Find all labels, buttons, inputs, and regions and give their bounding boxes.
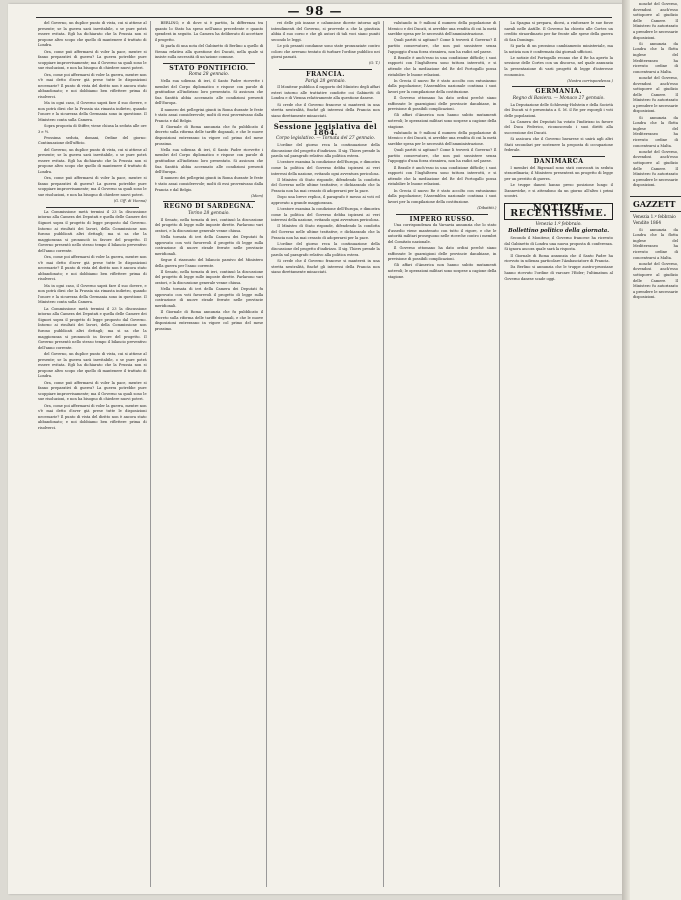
paragraph: Nella sua udienza di ieri, il Santo Padre ricevette i membri del Corpo diplomatico e rispose con parole di gratitudine all'indirizzo loro presentato. Si assicura che Sua Santità abbia accennato alle condizioni presenti dell'Europa.: [154, 147, 264, 175]
source-attribution: (O. T.): [368, 61, 380, 66]
section-heading: STATO PONTIFICIO.: [169, 64, 249, 72]
paragraph: BERLINO, e di dove si è partito, la differenza tra quanto lo Stato ha speso nell'anno precedente e quanto spenderà in seguito. La Camera ha deliberato di accettare il progetto.: [154, 21, 264, 42]
paragraph: Le truppe danesi hanno preso posizione lungo il Dannevirke, e si attendono da un giorno all'altro i primi scontri.: [504, 183, 613, 199]
paragraph: Gli affari d'America non hanno subito mutamenti notevoli; le operazioni militari sono sospese a cagione della stagione.: [387, 113, 497, 129]
paragraph: Si crede che il Governo francese si manterrà in una stretta neutralità, finché gli interessi della Francia non siano direttamente minacciati.: [271, 102, 380, 118]
paragraph: Ora, come poi affermarsi di voler la guerra, mentre non s'è mai detto d'aver già prese tutte le disposizioni necessarie? Il punto di vista del diritto non è ancora stato abbandonato; e noi dobbiamo ben riflettere prima di risolverci.: [38, 255, 147, 282]
divider: [46, 207, 139, 208]
dateline: Venezia 1.º febbraio.: [535, 221, 582, 227]
paragraph: Si annunzia da Londra che la flotta inglese del Mediterraneo ha ricevuto ordine di concentrarsi a Malta.: [633, 41, 678, 74]
column-3: [271, 21, 384, 887]
gazzetta-heading: GAZZETT: [630, 196, 681, 212]
paragraph: Prossima seduta, domani, Ordine del giorno: Continuazione dell'ufficio.: [38, 135, 147, 146]
paragraph: nonché del Governo, dovendosi anch'esso sottoporre al giudizio delle Camere. Il Ministero fu autorizzato a prendere le necessarie disposizioni.: [633, 149, 678, 188]
paragraph: L'oratore esamina la condizione dell'Europa, e dimostra come la politica del Governo debba ispirarsi ai veri interessi della nazione, evitando ogni avventura pericolosa.: [271, 206, 380, 223]
paragraph: Il Giornale di Roma annunzia che il Santo Padre ha ricevuto in udienza particolare l'Ambasciatore di Francia.: [504, 253, 613, 264]
column-5: [504, 21, 616, 887]
column-2: [155, 21, 268, 887]
paragraph: Il Giornale di Roma annunzia che fu pubblicato il decreto sulla riforma delle tariffe doganali, e che le nuove disposizioni entreranno in vigore col primo del mese prossimo.: [154, 124, 264, 146]
paragraph: L'ordine del giorno reca la continuazione della discussione del progetto d'indirizzo. Il sig. Thiers prende la parola sul paragrafo relativo alla politica estera.: [271, 241, 380, 257]
paragraph: Il Senato, nella tornata di ieri, continuò la discussione del progetto di legge sulle imposte dirette. Parlarono vari oratori, e la discussione generale venne chiusa.: [154, 217, 264, 233]
paragraph: Il Governo ottomano ha dato ordini perché siano rafforzate le guarnigioni delle provincie danubiane, in previsione di possibili complicazioni.: [387, 246, 497, 262]
paragraph: Si parla di una nota del Gabinetto di Berlino a quello di Vienna relativa alla questione dei Ducati, nella quale si insiste sulla necessità di un'azione comune.: [154, 43, 264, 60]
paragraph: nonché del Governo, dovendosi anch'esso sottoporre al giudizio delle Camere. Il Ministero fu autorizzato a prendere le necessarie disposizioni.: [633, 261, 678, 300]
paragraph: Gli affari d'America non hanno subito mutamenti notevoli; le operazioni militari sono sospese a cagione della stagione.: [387, 263, 497, 279]
paragraph: Il Ministro di Stato risponde, difendendo la condotta del Governo nelle ultime trattative, e dichiarando che la Francia non ha mai cessato di adoperarsi per la pace.: [271, 224, 380, 240]
paragraph: Il numero dei pellegrini giunti in Roma durante le feste è stato assai considerevole; molti di essi provenivano dalla Francia e dal Belgio.: [154, 176, 264, 192]
paragraph: Nella tornata di ieri della Camera dei Deputati fu approvato con voti favorevoli il progetto di legge sulla costruzione di nuove strade ferrate nelle provincie meridionali.: [154, 234, 264, 256]
section-heading: GERMANIA.: [535, 88, 583, 96]
section-heading: DANIMARCA: [533, 158, 584, 166]
section-heading: FRANCIA.: [306, 70, 345, 78]
paragraph: Si parla di un prossimo cambiamento ministeriale, ma la notizia non è confermata dai giornali ufficiosi.: [504, 43, 613, 54]
paragraph: Si annunzia da Londra che la flotta inglese del Mediterraneo ha ricevuto ordine di concentrarsi a Malta.: [633, 115, 678, 148]
paragraph: Dopo una breve replica, il paragrafo è messo ai voti ed approvato a grande maggioranza.: [271, 195, 380, 205]
page-number: — 98 —: [287, 4, 343, 18]
paragraph: Una corrispondenza da Varsavia annunzia che lo stato d'assedio viene mantenuto con tutto il rigore, e che le autorità militari proseguono nelle ricerche contro i membri del Comitato nazionale.: [387, 223, 497, 244]
stub-line: Vendite 1864: [633, 219, 661, 225]
paragraph: L'oratore esamina la condizione dell'Europa, e dimostra come la politica del Governo debba ispirarsi ai veri interessi della nazione, evitando ogni avventura pericolosa.: [271, 160, 380, 176]
paragraph: Ora, come può affermarsi di voler la pace, mentre si fanno preparativi di guerra? La guerra potrebbe pure scoppiare improvvisamente; ma il Governo sa quali sono le sue risoluzioni, e non ha bisogno di chiedere nuovi poteri.: [38, 49, 147, 71]
paragraph: del Governo, un duplice punto di vista, cui si attiene al presente; se la guerra sarà inevitabile, o se pure potrà essere evitata. Egli ha dichiarato che la Prussia non si propone altro scopo che quello di mantenere il trattato di Londra.: [38, 351, 147, 379]
dateline: Regno di Baviera. — Monaco 27 gennaio.: [512, 95, 605, 101]
paragraph: Il Senato, nella tornata di ieri, continuò la discussione del progetto di legge sulle imposte dirette. Parlarono vari oratori, e la discussione generale venne chiusa.: [154, 269, 264, 285]
source-attribution: (G. Uff. di Vienna): [113, 199, 147, 204]
paragraph: del Governo, un duplice punto di vista, cui si attiene al presente; se la guerra sarà inevitabile, o se pure potrà essere evitata. Egli ha dichiarato che la Prussia non si propone altro scopo che quello di mantenere il trattato di Londra.: [38, 147, 147, 174]
notizie-recentissime-banner: NOTIZIE RECENTISSIME.: [504, 203, 613, 220]
paragraph: Nella sua udienza di ieri, il Santo Padre ricevette i membri del Corpo diplomatico e rispose con parole di gratitudine all'indirizzo loro presentato. Si assicura che Sua Santità abbia accennato alle condizioni presenti dell'Europa.: [154, 78, 264, 106]
source-attribution: (Dibattiti.): [477, 205, 497, 210]
paragraph: Ma in ogni caso, il Governo saprà fare il suo dovere, e non potrà dirsi che la Prussia sia rimasta indietro, quando l'onore e la sicurezza della Germania sono in questione. Il Ministero conta sulla Camera.: [38, 283, 147, 305]
dateline: Torino 28 gennaio.: [188, 210, 230, 216]
newspaper-page: [8, 4, 622, 894]
paragraph: rei delle più insane e calunniose dicerie intorno agli intendimenti del Governo, si provvede a che la giustizia abbia il suo corso e che gli autori di tali voci siano puniti secondo le leggi.: [271, 21, 380, 42]
stub-line: Venezia 1.º febbraio: [633, 213, 676, 219]
source-attribution: (Nostra corrispondenza.): [567, 78, 613, 83]
section-heading: IMPERO RUSSO.: [409, 215, 475, 223]
divider: [512, 156, 605, 157]
paragraph: Si assicura che il Governo bavarese si unirà agli altri Stati secondari per sostenere la proposta di occupazione federale.: [504, 137, 613, 153]
section-heading: REGNO DI SARDEGNA.: [163, 203, 254, 211]
paragraph: nonché del Governo, dovendosi anch'esso sottoporre al giudizio delle Camere. Il Ministero fu autorizzato a prendere le necessarie disposizioni.: [633, 2, 678, 40]
paragraph: Il numero dei pellegrini giunti in Roma durante le feste è stato assai considerevole; molti di essi provenivano dalla Francia e dal Belgio.: [154, 107, 264, 123]
paragraph: Segue il riassunto del bilancio passivo del Ministero della guerra per l'anno corrente.: [154, 257, 264, 268]
paragraph: Le più pesanti condanne sono state pronunziate contro coloro che avevano tentato di turbare l'ordine pubblico nei giorni passati.: [271, 43, 380, 60]
facing-page-text: [630, 0, 681, 192]
paragraph: Quali partiti si agitano? Come li troverà il Governo? Il partito conservatore, che non può sussistere senza l'appoggio d'una forza straniera, non ha radici nel paese.: [387, 148, 497, 164]
paragraph: Sopra proposta di Stiffer, viene chiusa la seduta alle ore 3 e ½.: [38, 124, 147, 134]
dateline: Corpo legislativo. — Tornata del 27 gennaio.: [275, 136, 375, 142]
paragraph: Ora, come può affermarsi di voler la pace, mentre si fanno preparativi di guerra? La guerra potrebbe pure scoppiare improvvisamente; ma il Governo sa quali sono le sue risoluzioni, e non ha bisogno di chiedere nuovi poteri.: [38, 176, 147, 197]
column-4: [388, 21, 501, 887]
paragraph: Ora, come poi affermarsi di voler la guerra, mentre non s'è mai detto d'aver già prese tutte le disposizioni necessarie? Il punto di vista del diritto non è ancora stato abbandonato; e noi dobbiamo ben riflettere prima di risolverci.: [38, 72, 147, 99]
text-columns: [38, 21, 616, 887]
column-1: [38, 21, 151, 887]
divider: [279, 69, 372, 70]
paragraph: L'ordine del giorno reca la continuazione della discussione del progetto d'indirizzo. Il sig. Thiers prende la parola sul paragrafo relativo alla politica estera.: [271, 143, 380, 159]
paragraph: Si crede che il Governo francese si manterrà in una stretta neutralità, finché gli interessi della Francia non siano direttamente minacciati.: [271, 259, 380, 275]
paragraph: Quali partiti si agitano? Come li troverà il Governo? Il partito conservatore, che non può sussistere senza l'appoggio d'una forza straniera, non ha radici nel paese.: [387, 38, 497, 54]
header-rule: [36, 17, 612, 18]
paragraph: La Spagna si prepara, dicesi, a rinforzare le sue forze navali nelle Antille. Il Governo ha chiesto alle Cortes un credito straordinario per far fronte alle spese della guerra di San Domingo.: [504, 21, 613, 42]
book-gutter: [622, 0, 630, 900]
paragraph: valutando in 9 milioni il numero della popolazione di Messico e dei Ducati, si avrebbe una rendita di cui la metà sarebbe spesa per le necessità dell'amministrazione.: [387, 130, 497, 147]
paragraph: Le notizie del Portogallo recano che il Re ha aperto la sessione delle Cortes con un discorso, nel quale annunzia la presentazione di varii progetti di legge d'interesse economico.: [504, 55, 613, 77]
paragraph: I membri del Rigsraad sono stati convocati in seduta straordinaria; il Ministero presenterà un progetto di legge per un prestito di guerra.: [504, 165, 613, 181]
paragraph: La Commissione metà termini il 23 la discussione intorno alla Camera dei Deputati e quella delle Camere dei Signori sopra il progetto di legge proposto dal Governo. Intorno ai risultati dei lavori, della Commissione non furono pubblicati altri dettagli; ma si sa che la maggioranza si pronunciò in favore del progetto. Il Governo presentò nello stesso tempo il bilancio preventivo dell'anno corrente.: [38, 306, 147, 350]
paragraph: Ora, come può affermarsi di voler la pace, mentre si fanno preparativi di guerra? La guerra potrebbe pure scoppiare improvvisamente; ma il Governo sa quali sono le sue risoluzioni, e non ha bisogno di chiedere nuovi poteri.: [38, 380, 147, 402]
paragraph: Secondo il Moniteur, il Governo francese ha ricevuto dal Gabinetto di Londra una nuova proposta di conferenza. Si ignora ancora quale sarà la risposta.: [504, 236, 613, 252]
paragraph: del Governo, un duplice punto di vista, cui si attiene al presente; se la guerra sarà inevitabile, o se pure potrà essere evitata. Egli ha dichiarato che la Prussia non si propone altro scopo che quello di mantenere il trattato di Londra.: [38, 21, 147, 48]
paragraph: Il Moniteur pubblica il rapporto del Ministro degli affari esteri intorno alle trattative condotte coi Gabinetti di Londra e di Vienna relativamente alla questione danese.: [271, 85, 380, 101]
dateline: Roma 28 gennaio.: [188, 72, 229, 78]
facing-page-edge: [630, 0, 681, 900]
source-attribution: (Idem): [251, 193, 264, 198]
paragraph: Nella tornata di ieri della Camera dei Deputati fu approvato con voti favorevoli il progetto di legge sulla costruzione di nuove strade ferrate nelle provincie meridionali.: [154, 287, 264, 308]
paragraph: Ma in ogni caso, il Governo saprà fare il suo dovere, e non potrà dirsi che la Prussia sia rimasta indietro, quando l'onore e la sicurezza della Germania sono in questione. Il Ministero conta sulla Camera.: [38, 101, 147, 122]
bulletin-title: Bollettino politico della giornata.: [508, 227, 610, 234]
facing-page-text: [630, 226, 681, 304]
paragraph: Si annunzia da Londra che la flotta inglese del Mediterraneo ha ricevuto ordine di concentrarsi a Malta.: [633, 227, 678, 260]
paragraph: In Grecia il nuovo Re è stato accolto con entusiasmo dalla popolazione; l'Assemblea nazionale continua i suoi lavori per la compilazione della costituzione.: [387, 78, 497, 94]
divider: [512, 86, 605, 87]
section-heading: Sessione legislativa del 1864.: [273, 122, 378, 137]
divider: [163, 63, 256, 64]
paragraph: Da Berlino si annunzia che le truppe austro-prussiane hanno ricevuto l'ordine di varcare l'Eider; l'ultimatum al Governo danese scade oggi.: [504, 265, 613, 281]
paragraph: La Commissione metà termini il 23 la discussione intorno alla Camera dei Deputati e quella delle Camere dei Signori sopra il progetto di legge proposto dal Governo. Intorno ai risultati dei lavori, della Commissione non furono pubblicati altri dettagli; ma si sa che la maggioranza si pronunciò in favore del progetto. Il Governo presentò nello stesso tempo il bilancio preventivo dell'anno corrente.: [38, 209, 147, 253]
divider: [163, 201, 256, 202]
dateline: Parigi 28 gennaio.: [305, 78, 346, 84]
paragraph: Il Ministro di Stato risponde, difendendo la condotta del Governo nelle ultime trattative, e dichiarando che la Francia non ha mai cessato di adoperarsi per la pace.: [271, 177, 380, 193]
paragraph: Il Brasile è anch'esso in una condizione difficile; i suoi rapporti con l'Inghilterra sono tuttora interrotti, e si attende che la mediazione del Re del Portogallo possa ristabilire le buone relazioni.: [387, 165, 497, 187]
paragraph: In Grecia il nuovo Re è stato accolto con entusiasmo dalla popolazione; l'Assemblea nazionale continua i suoi lavori per la compilazione della costituzione.: [387, 188, 497, 204]
paragraph: Il Brasile è anch'esso in una condizione difficile; i suoi rapporti con l'Inghilterra sono tuttora interrotti, e si attende che la mediazione del Re del Portogallo possa ristabilire le buone relazioni.: [387, 55, 497, 77]
paragraph: valutando in 9 milioni il numero della popolazione di Messico e dei Ducati, si avrebbe una rendita di cui la metà sarebbe spesa per le necessità dell'amministrazione.: [387, 21, 497, 37]
paragraph: La Camera dei Deputati ha votato l'indirizzo in favore del Duca Federico, riconoscendo i suoi diritti alla successione dei Ducati.: [504, 119, 613, 136]
divider: [396, 214, 489, 215]
paragraph: nonché del Governo, dovendosi anch'esso sottoporre al giudizio delle Camere. Il Ministero fu autorizzato a prendere le necessarie disposizioni.: [633, 75, 678, 114]
paragraph: Il Governo ottomano ha dato ordini perché siano rafforzate le guarnigioni delle provincie danubiane, in previsione di possibili complicazioni.: [387, 96, 497, 112]
paragraph: Ora, come poi affermarsi di voler la guerra, mentre non s'è mai detto d'aver già prese tutte le disposizioni necessarie? Il punto di vista del diritto non è ancora stato abbandonato; e noi dobbiamo ben riflettere prima di risolverci.: [38, 403, 147, 430]
paragraph: Il Giornale di Roma annunzia che fu pubblicato il decreto sulla riforma delle tariffe doganali, e che le nuove disposizioni entreranno in vigore col primo del mese prossimo.: [154, 310, 264, 331]
col1-paragraphs: [38, 21, 147, 199]
paragraph: La Deputazione delle Schleswig-Holstein e della Società dei Ducati si è presentata a S. M. il Re per esporgli i voti delle popolazioni.: [504, 102, 613, 118]
